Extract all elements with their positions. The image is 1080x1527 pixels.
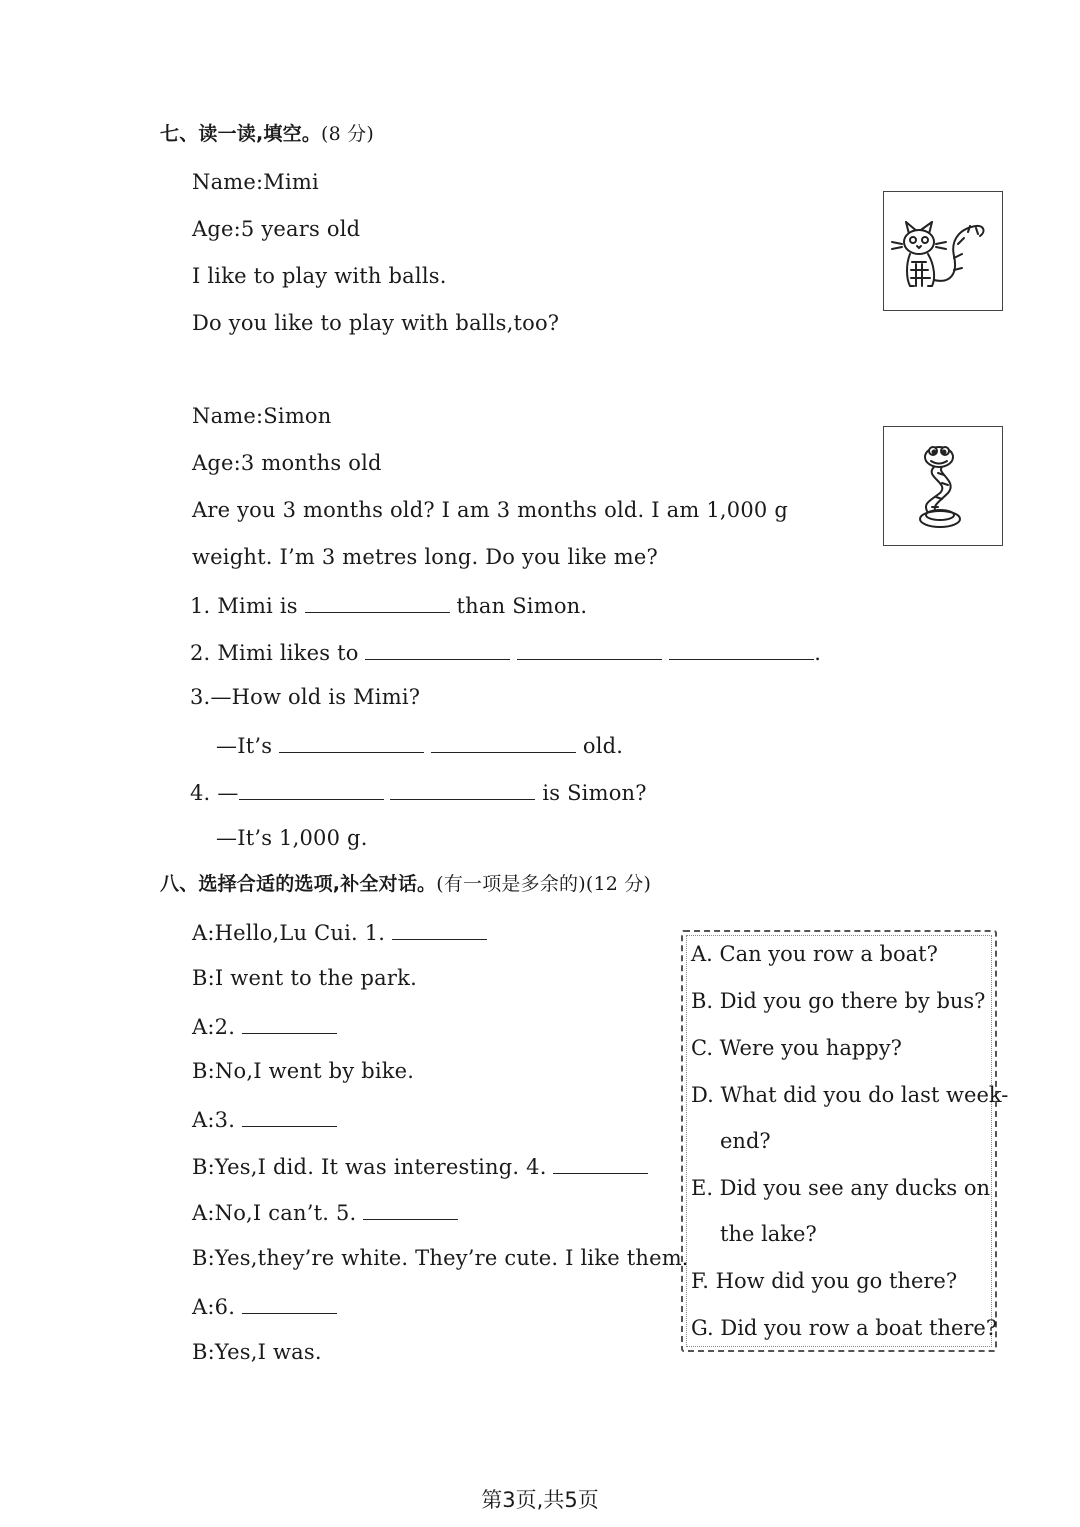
answer-blank-2c[interactable] xyxy=(669,637,814,660)
option-f: F. How did you go there? xyxy=(691,1269,958,1293)
page-number: 第3页,共5页 xyxy=(481,1488,599,1512)
option-a: A. Can you row a boat? xyxy=(691,942,938,966)
dialogue-blank-5[interactable] xyxy=(363,1197,458,1220)
question-2: 2. Mimi likes to . xyxy=(190,637,821,667)
dialogue-line-5: A:3. xyxy=(192,1104,337,1134)
dialogue-line-6: B:Yes,I did. It was interesting. 4. xyxy=(192,1151,648,1181)
question-4-answer: —It’s 1,000 g. xyxy=(216,826,368,850)
dialogue-blank-3[interactable] xyxy=(242,1104,337,1127)
question-3-answer: —It’s old. xyxy=(216,730,623,760)
dialogue-line-3: A:2. xyxy=(192,1011,337,1041)
dialogue-blank-4[interactable] xyxy=(553,1151,648,1174)
question-1: 1. Mimi is than Simon. xyxy=(190,590,587,620)
answer-blank-1[interactable] xyxy=(305,590,450,613)
option-d: D. What did you do last week- xyxy=(691,1083,1009,1107)
dialogue-line-10: B:Yes,I was. xyxy=(192,1340,322,1364)
cat-icon xyxy=(884,192,1002,310)
question-4: 4. — is Simon? xyxy=(190,777,647,807)
simon-age: Age:3 months old xyxy=(192,451,382,475)
section7-heading xyxy=(160,120,374,148)
dialogue-blank-2[interactable] xyxy=(242,1011,337,1034)
dialogue-line-8: B:Yes,they’re white. They’re cute. I like them. xyxy=(192,1246,689,1270)
mimi-line1: I like to play with balls. xyxy=(192,264,447,288)
option-d-cont: end? xyxy=(720,1129,771,1153)
section8-title: 八、选择合适的选项,补全对话。 xyxy=(160,873,437,895)
section7-title: 七、读一读,填空。 xyxy=(160,123,322,145)
simon-name: Name:Simon xyxy=(192,404,332,428)
option-g: G. Did you row a boat there? xyxy=(691,1316,998,1340)
snake-icon xyxy=(884,427,1002,545)
mimi-age: Age:5 years old xyxy=(192,217,361,241)
answer-blank-2a[interactable] xyxy=(365,637,510,660)
cat-picture xyxy=(883,191,1003,311)
dialogue-blank-1[interactable] xyxy=(392,917,487,940)
dialogue-line-1: A:Hello,Lu Cui. 1. xyxy=(192,917,487,947)
dialogue-line-7: A:No,I can’t. 5. xyxy=(192,1197,458,1227)
snake-picture xyxy=(883,426,1003,546)
simon-line2: weight. I’m 3 metres long. Do you like me? xyxy=(192,545,658,569)
section7-score: (8 分) xyxy=(321,123,374,145)
section8-score: (有一项是多余的)(12 分) xyxy=(436,873,652,895)
section8-heading xyxy=(160,870,651,898)
dialogue-line-4: B:No,I went by bike. xyxy=(192,1059,415,1083)
answer-blank-4b[interactable] xyxy=(390,777,535,800)
mimi-line2: Do you like to play with balls,too? xyxy=(192,311,560,335)
dialogue-blank-6[interactable] xyxy=(242,1291,337,1314)
question-3: 3.—How old is Mimi? xyxy=(190,685,421,709)
answer-blank-3b[interactable] xyxy=(431,730,576,753)
option-c: C. Were you happy? xyxy=(691,1036,902,1060)
answer-blank-3a[interactable] xyxy=(279,730,424,753)
simon-line1: Are you 3 months old? I am 3 months old. I am 1,000 g xyxy=(192,498,788,522)
option-b: B. Did you go there by bus? xyxy=(691,989,986,1013)
option-e: E. Did you see any ducks on xyxy=(691,1176,991,1200)
dialogue-line-2: B:I went to the park. xyxy=(192,966,417,990)
dialogue-line-9: A:6. xyxy=(192,1291,337,1321)
mimi-name: Name:Mimi xyxy=(192,170,319,194)
option-e-cont: the lake? xyxy=(720,1222,817,1246)
answer-blank-2b[interactable] xyxy=(517,637,662,660)
answer-blank-4a[interactable] xyxy=(239,777,384,800)
